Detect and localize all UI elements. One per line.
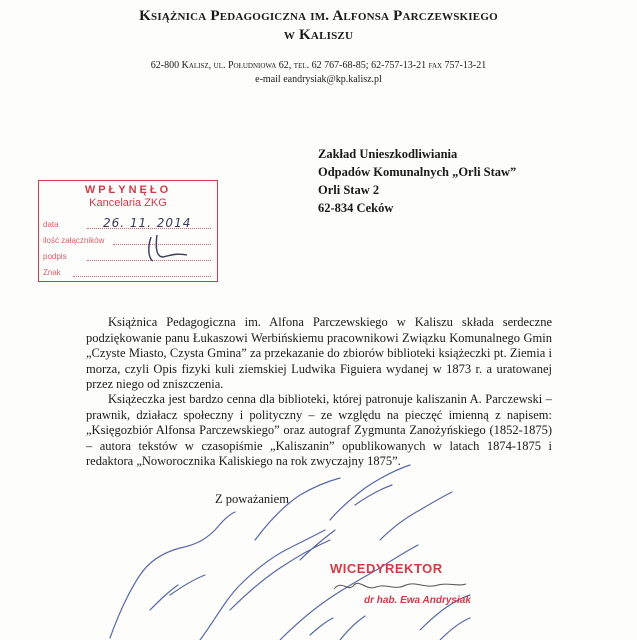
signature-title: WICEDYREKTOR: [330, 561, 443, 576]
stamp-date-value: 26. 11. 2014: [103, 216, 192, 230]
recipient-line-3: Orli Staw 2: [318, 183, 380, 197]
signatory-name: dr hab. Ewa Andrysiak: [364, 595, 471, 606]
stamp-office: Kancelaria ZKG: [89, 197, 167, 209]
paragraph-1-text: Książnica Pedagogiczna im. Alfona Parczewskiego w Kaliszu składa serdeczne podziękowanie panu Łukaszowi Werbińskiemu pracownikowi Związku Komunalnego Gmin „Czyste Miasto, Czysta Gmina” za przekazanie do zbiorów biblioteki książeczki pt. Ziemia i morza, czyli Opis fizyki kuli ziemskiej Ludwika Figuiera wydanej w 1873 r. a uratowanej przez niego od zniszczenia.: [86, 315, 552, 391]
recipient-line-4: 62-834 Ceków: [318, 201, 394, 215]
stamp-date-label: data: [43, 220, 59, 229]
recipient-line-2: Odpadów Komunalnych „Orli Staw”: [318, 165, 517, 179]
institution-email: e-mail eandrysiak@kp.kalisz.pl: [255, 74, 382, 85]
stamp-header: WPŁYNĘŁO: [84, 184, 172, 196]
institution-name: Książnica Pedagogiczna im. Alfonsa Parczewskiego: [139, 8, 498, 24]
stamp-signature-label: podpis: [43, 252, 67, 261]
institution-city: w Kaliszu: [283, 27, 354, 43]
paragraph-2-text: Książeczka jest bardzo cenna dla biblioteki, której patronuje kaliszanin A. Parczewski – prawnik, działacz społeczny i polityczny – ze względu na pieczęć imienną z napisem: „Księgozbiór Alfonsa Parczewskiego” oraz autograf Zygmunta Zanożyńskiego (1852-1875) – autora tekstów w czasopiśmie „Kaliszanin” opublikowanych w latach 1874-1875 i redaktora „Noworocznika Kaliskiego na rok zwyczajny 1875”.: [86, 392, 552, 468]
stamp-attachments-label: ilość załączników: [43, 236, 105, 245]
director-signature: [330, 575, 470, 597]
institution-address: 62-800 Kalisz, ul. Południowa 62, tel. 62 767-68-85; 62-757-13-21 fax 757-13-21: [150, 60, 487, 71]
stamp-file-label: Znak: [43, 268, 61, 277]
closing-phrase: Z poważaniem: [215, 492, 289, 506]
recipient-line-1: Zakład Unieszkodliwiania: [318, 147, 458, 161]
